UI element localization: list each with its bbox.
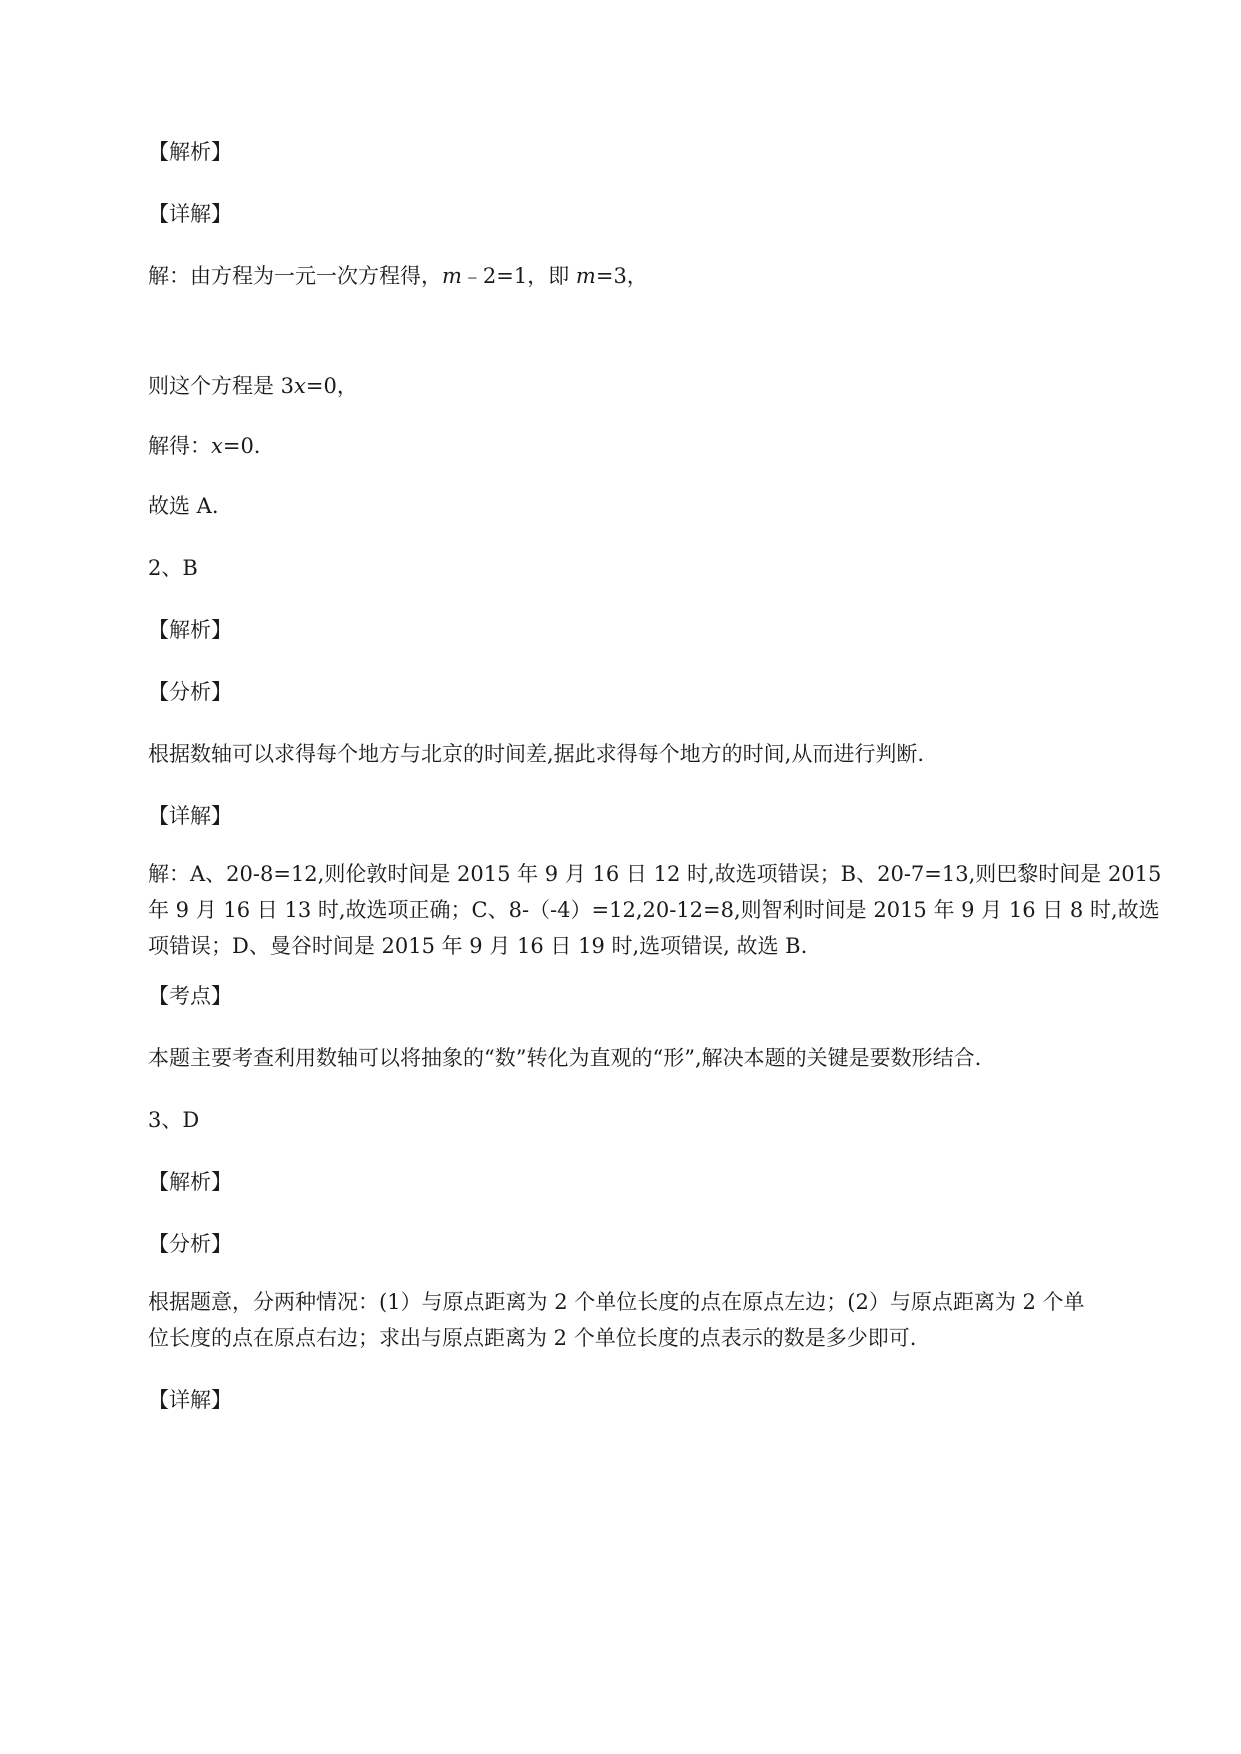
detail-paragraph-2 (148, 856, 1162, 964)
answer-2: 2、B (148, 556, 198, 580)
detail-heading-1: 【详解】 (148, 202, 232, 226)
conclusion-1: 故选 A. (148, 494, 219, 518)
solution-text: 解得： (148, 434, 211, 458)
variable-m: m (442, 264, 462, 288)
variable-x: x (294, 374, 306, 398)
detail-line: 解：A、20-8=12,则伦敦时间是 2015 年 9 月 16 日 12 时,故选项错误；B、20-7=13,则巴黎时间是 2015 (148, 862, 1162, 886)
variable-x: x (211, 434, 223, 458)
answer-3: 3、D (148, 1108, 200, 1132)
analysis-paragraph-3 (148, 1284, 1148, 1356)
analysis-sub-heading-3: 【分析】 (148, 1232, 232, 1256)
solution-text: ﹣2=1，即 (461, 264, 576, 288)
detail-line: 项错误；D、曼谷时间是 2015 年 9 月 16 日 19 时,选项错误, 故选 B. (148, 934, 808, 958)
solution-line-2 (148, 368, 1148, 404)
solution-text: =0. (222, 434, 261, 458)
solution-text: =3， (595, 264, 648, 288)
analysis-heading-3: 【解析】 (148, 1170, 232, 1194)
analysis-heading-2: 【解析】 (148, 618, 232, 642)
detail-heading-3: 【详解】 (148, 1388, 232, 1412)
detail-line: 年 9 月 16 日 13 时,故选项正确；C、8-（-4）=12,20-12=8,则智利时间是 2015 年 9 月 16 日 8 时,故选 (148, 898, 1160, 922)
solution-line-1 (148, 258, 1148, 294)
analysis-sub-heading-2: 【分析】 (148, 680, 232, 704)
keypoint-heading-2: 【考点】 (148, 984, 232, 1008)
analysis-line: 根据题意，分两种情况：(1）与原点距离为 2 个单位长度的点在原点左边；(2）与原点距离为 2 个单 (148, 1290, 1085, 1314)
solution-text: 解：由方程为一元一次方程得， (148, 264, 442, 288)
variable-m: m (575, 264, 596, 288)
solution-text: =0， (305, 374, 358, 398)
analysis-line: 位长度的点在原点右边；求出与原点距离为 2 个单位长度的点表示的数是多少即可. (148, 1326, 917, 1350)
keypoint-text-2: 本题主要考查利用数轴可以将抽象的“数”转化为直观的“形”,解决本题的关键是要数形结合. (148, 1046, 982, 1070)
detail-heading-2: 【详解】 (148, 804, 232, 828)
analysis-text-2: 根据数轴可以求得每个地方与北京的时间差,据此求得每个地方的时间,从而进行判断. (148, 742, 925, 766)
solution-text: 则这个方程是 3 (148, 374, 295, 398)
solution-line-3 (148, 428, 1148, 464)
analysis-heading-1: 【解析】 (148, 140, 232, 164)
